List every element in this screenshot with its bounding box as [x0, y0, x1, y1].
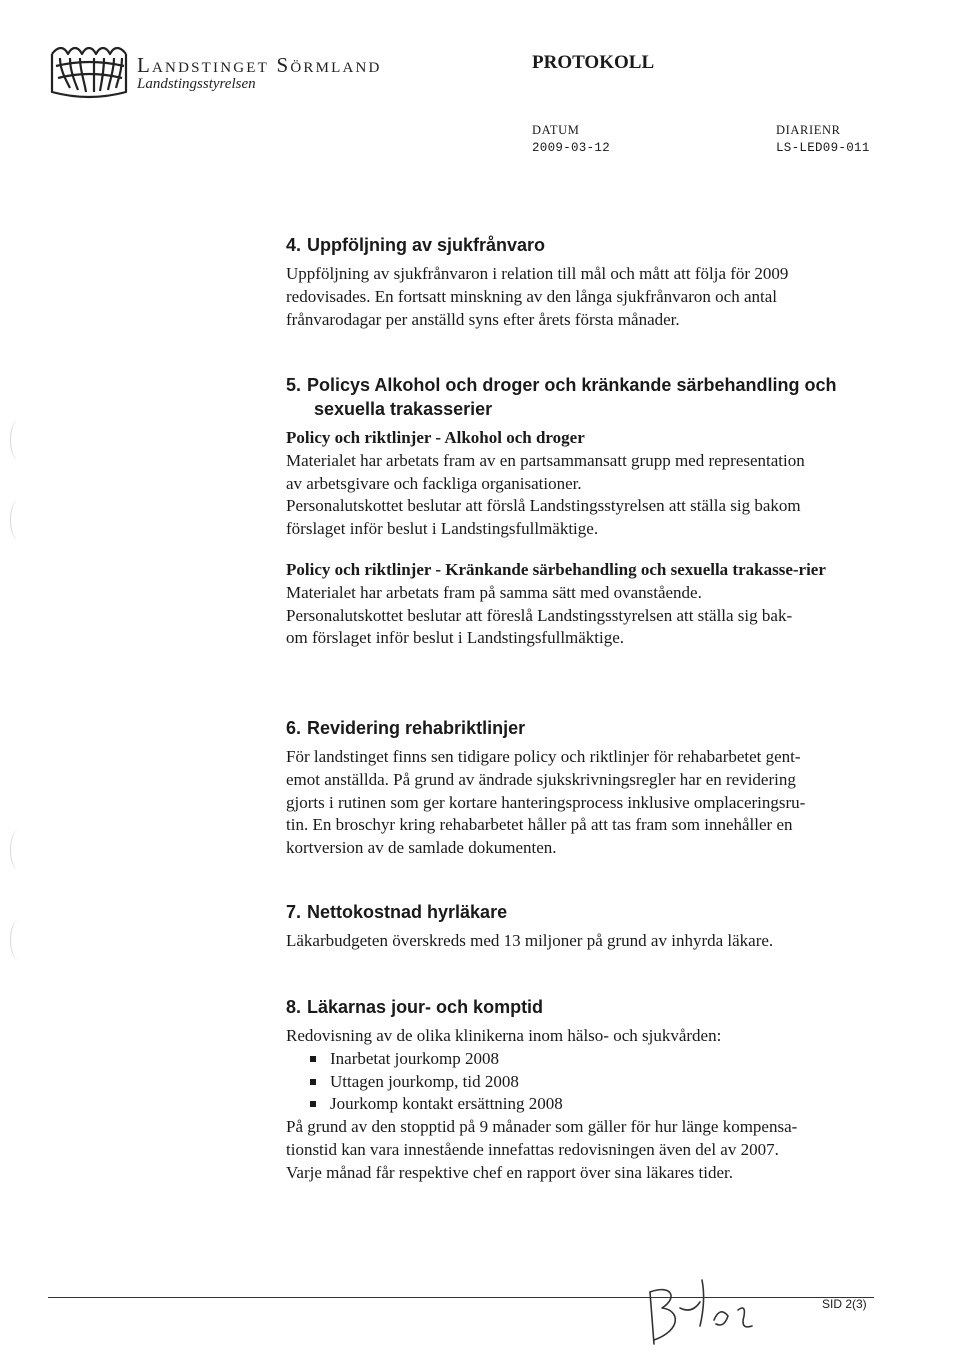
section-title: Uppföljning av sjukfrånvaro: [307, 235, 546, 255]
section-heading: [286, 995, 896, 1019]
list-item: Uttagen jourkomp, tid 2008: [310, 1071, 896, 1094]
paragraph-line: Materialet har arbetats fram av en partsammansatt grupp med representation: [286, 450, 805, 470]
punch-hole-mark: [10, 830, 27, 870]
section-title: Revidering rehabriktlinjer: [307, 718, 526, 738]
paragraph-line: om förslaget inför beslut i Landstingsfullmäktige.: [286, 628, 625, 648]
punch-hole-mark: [10, 500, 27, 540]
paragraph-line: Personalutskottet beslutar att föreslå Landstingsstyrelsen att ställa sig bak-: [286, 605, 793, 625]
signature-icon: [620, 1270, 770, 1350]
section-heading: [286, 716, 896, 740]
section-number: 8.: [286, 997, 302, 1017]
section-title: Policys Alkohol och droger och kränkande särbehandling och sexuella trakasserier: [307, 375, 837, 419]
section-number: 5.: [286, 375, 302, 395]
diary-number-label: DIARIENR: [776, 123, 841, 137]
subheading: Policy och riktlinjer - Kränkande särbehandling och sexuella trakasse-rier: [286, 559, 826, 579]
organization-name: Landstinget Sörmland: [137, 53, 382, 77]
section-title: Nettokostnad hyrläkare: [307, 902, 508, 922]
paragraph-line: emot anställda. På grund av ändrade sjukskrivningsregler har en revidering: [286, 769, 796, 789]
section-6: [286, 716, 896, 860]
section-number: 7.: [286, 902, 302, 922]
punch-hole-mark: [10, 920, 27, 960]
paragraph-line: tionstid kan vara innestående innefattas redovisningen även del av 2007.: [286, 1139, 779, 1159]
section-heading: [286, 900, 896, 924]
paragraph-line: förslaget inför beslut i Landstingsfullmäktige.: [286, 519, 599, 539]
paragraph-line: Redovisning av de olika klinikerna inom hälso- och sjukvården:: [286, 1026, 722, 1045]
paragraph-line: av arbetsgivare och fackliga organisationer.: [286, 473, 582, 493]
list-item: Jourkomp kontakt ersättning 2008: [310, 1093, 896, 1116]
organization-subtitle: Landstingsstyrelsen: [137, 76, 256, 92]
section-7: [286, 900, 896, 953]
date-label: DATUM: [532, 123, 580, 137]
page-number: SID 2(3): [822, 1297, 867, 1311]
section-number: 4.: [286, 235, 302, 255]
document-title: PROTOKOLL: [532, 52, 655, 73]
section-5: [286, 373, 896, 650]
paragraph-line: gjorts i rutinen som ger kortare hanteringsprocess inklusive omplaceringsru-: [286, 792, 806, 812]
section-heading: [286, 233, 896, 257]
subheading: Policy och riktlinjer - Alkohol och droger: [286, 428, 585, 447]
date-value: 2009-03-12: [532, 141, 611, 155]
section-heading: [286, 373, 896, 421]
paragraph-line: redovisades. En fortsatt minskning av den långa sjukfrånvaron och antal: [286, 286, 777, 306]
section-4: [286, 233, 896, 331]
paragraph-line: Läkarbudgeten överskreds med 13 miljoner på grund av inhyrda läkare.: [286, 931, 774, 950]
paragraph-line: frånvarodagar per anställd syns efter årets första månader.: [286, 309, 680, 329]
list-item: Inarbetat jourkomp 2008: [310, 1048, 896, 1071]
paragraph-line: Materialet har arbetats fram på samma sätt med ovanstående.: [286, 582, 702, 602]
diary-number-value: LS-LED09-011: [776, 141, 870, 155]
punch-hole-mark: [10, 420, 27, 460]
paragraph-line: På grund av den stopptid på 9 månader som gäller för hur länge kompensa-: [286, 1117, 798, 1137]
section-title: Läkarnas jour- och komptid: [307, 997, 544, 1017]
paragraph-line: Varje månad får respektive chef en rapport över sina läkares tider.: [286, 1162, 733, 1182]
paragraph-line: kortversion av de samlade dokumenten.: [286, 838, 557, 858]
section-number: 6.: [286, 718, 302, 738]
paragraph-line: Personalutskottet beslutar att förslå Landstingsstyrelsen att ställa sig bakom: [286, 496, 801, 516]
paragraph-line: Uppföljning av sjukfrånvaron i relation till mål och mått att följa för 2009: [286, 264, 789, 283]
bullet-list: [286, 1048, 896, 1116]
paragraph-line: tin. En broschyr kring rehabarbetet håller på att tas fram som innehåller en: [286, 815, 793, 835]
section-8: [286, 995, 896, 1185]
paragraph-line: För landstinget finns sen tidigare policy och riktlinjer för rehabarbetet gent-: [286, 747, 801, 766]
landsting-logo-icon: [48, 40, 130, 102]
